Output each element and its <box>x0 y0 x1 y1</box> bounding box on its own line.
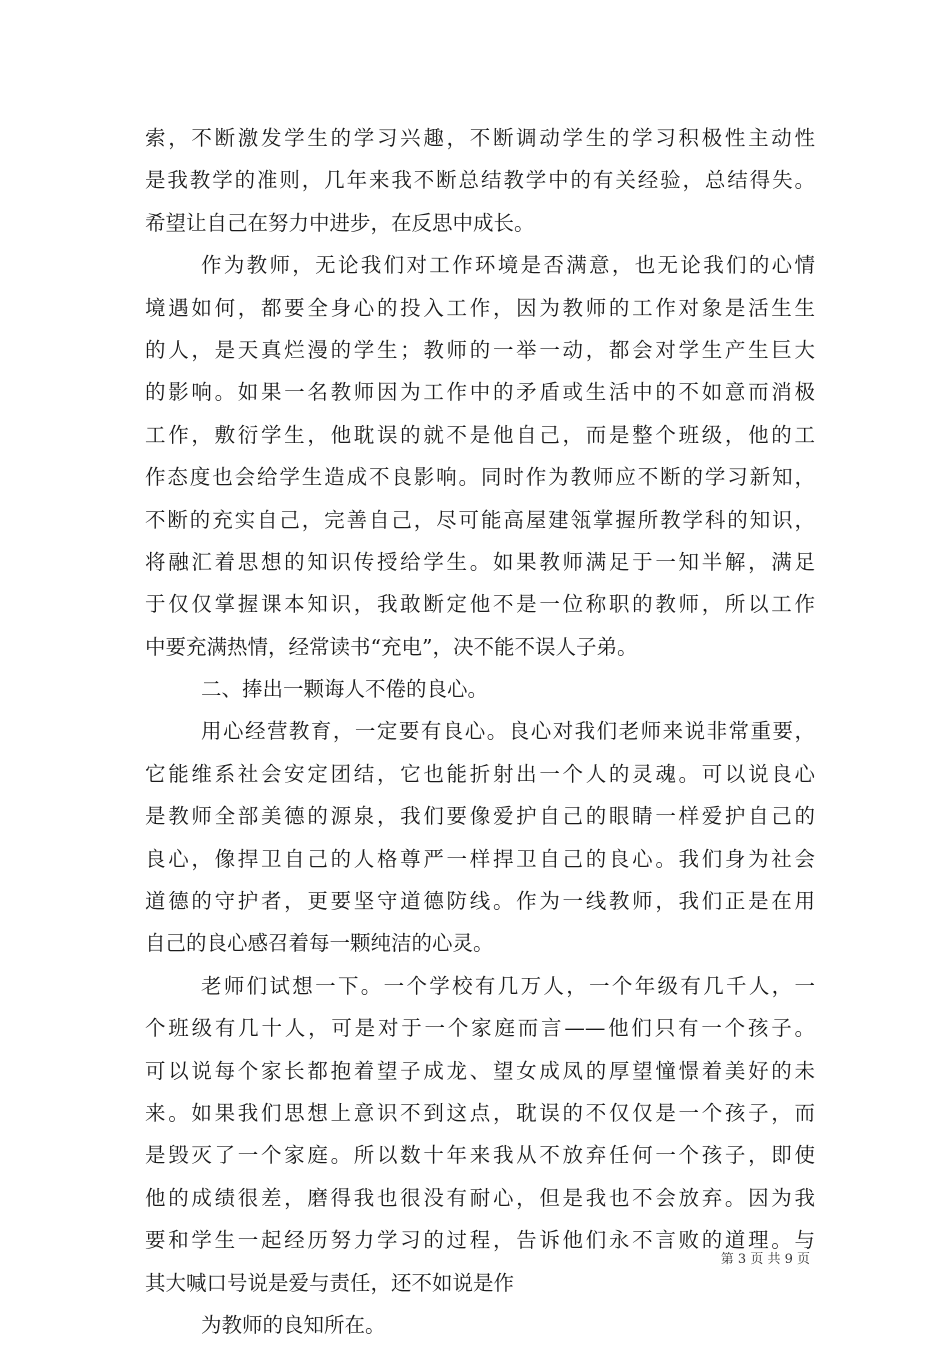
text-line: 为教师的良知所在。 <box>201 1312 386 1337</box>
text-line: 个班级有几十人，可是对于一个家庭而言——他们只有一个孩子。 <box>145 1016 815 1041</box>
text-line: 要和学生一起经历努力学习的过程，告诉他们永不言败的道理。与 <box>145 1228 815 1253</box>
text-line: 良心，像捍卫自己的人格尊严一样捍卫自己的良心。我们身为社会 <box>145 846 815 871</box>
text-line: 它能维系社会安定团结，它也能折射出一个人的灵魂。可以说良心 <box>145 761 815 786</box>
text-line: 作态度也会给学生造成不良影响。同时作为教师应不断的学习新知， <box>145 465 815 490</box>
text-line: 的人，是天真烂漫的学生；教师的一举一动，都会对学生产生巨大 <box>145 337 815 362</box>
text-line: 用心经营教育，一定要有良心。良心对我们老师来说非常重要， <box>201 719 815 744</box>
body-text <box>145 117 815 1346</box>
text-line: 是毁灭了一个家庭。所以数十年来我从不放弃任何一个孩子，即使 <box>145 1143 815 1168</box>
text-line: 的影响。如果一名教师因为工作中的矛盾或生活中的不如意而消极 <box>145 380 815 405</box>
text-line: 老师们试想一下。一个学校有几万人，一个年级有几千人，一 <box>201 973 815 998</box>
text-line: 道德的守护者，更要坚守道德防线。作为一线教师，我们正是在用 <box>145 889 815 914</box>
text-line: 中要充满热情，经常读书“充电”，决不能不误人子弟。 <box>145 634 638 659</box>
text-line: 工作，敷衍学生，他耽误的就不是他自己，而是整个班级，他的工 <box>145 422 815 447</box>
text-line: 其大喊口号说是爱与责任，还不如说是作 <box>145 1270 514 1295</box>
text-line: 可以说每个家长都抱着望子成龙、望女成凤的厚望憧憬着美好的未 <box>145 1058 815 1083</box>
page-number: 第 3 页 共 9 页 <box>720 1252 810 1267</box>
text-line: 自己的良心感召着每一颗纯洁的心灵。 <box>145 931 494 956</box>
text-line: 作为教师，无论我们对工作环境是否满意，也无论我们的心情 <box>201 253 815 278</box>
text-line: 是我教学的准则，几年来我不断总结教学中的有关经验，总结得失。 <box>145 168 815 193</box>
text-line: 索，不断激发学生的学习兴趣，不断调动学生的学习积极性主动性 <box>145 126 815 150</box>
text-line: 不断的充实自己，完善自己，尽可能高屋建瓴掌握所教学科的知识， <box>145 507 815 532</box>
text-line: 境遇如何，都要全身心的投入工作，因为教师的工作对象是活生生 <box>145 295 815 320</box>
text-line: 他的成绩很差，磨得我也很没有耐心，但是我也不会放弃。因为我 <box>145 1185 815 1210</box>
text-line: 希望让自己在努力中进步，在反思中成长。 <box>145 210 535 235</box>
text-line: 于仅仅掌握课本知识，我敢断定他不是一位称职的教师，所以工作 <box>145 592 815 617</box>
text-line: 来。如果我们思想上意识不到这点，耽误的不仅仅是一个孩子，而 <box>145 1100 815 1125</box>
text-line: 将融汇着思想的知识传授给学生。如果教师满足于一知半解，满足 <box>145 549 815 574</box>
text-line: 是教师全部美德的源泉，我们要像爱护自己的眼睛一样爱护自己的 <box>145 804 815 829</box>
section-heading: 二、捧出一颗诲人不倦的良心。 <box>201 677 488 702</box>
